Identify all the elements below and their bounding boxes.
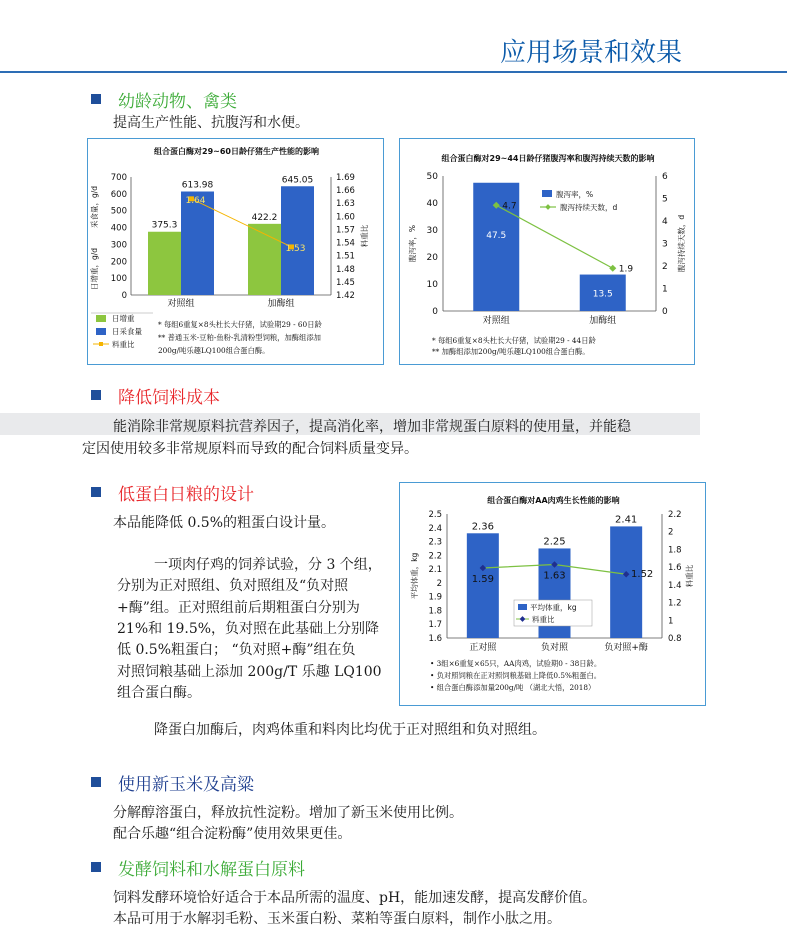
y-tick-label-left: 1.7 <box>428 620 442 631</box>
x-tick-label: 正对照 <box>469 643 497 653</box>
y-axis-label-right: 腹泻持续天数，d <box>677 214 686 273</box>
data-label: 1.9 <box>618 264 634 275</box>
y-tick-label-left: 2.1 <box>428 565 442 576</box>
paragraph-line: 一项肉仔鸡的饲养试验，分 3 个组， <box>154 557 382 573</box>
chart-piglet-diarrhea <box>400 139 696 366</box>
y-tick-label-left: 1.6 <box>428 634 442 644</box>
y-tick-label-right: 1.6 <box>668 563 682 574</box>
y-tick-label-left: 1.8 <box>428 606 442 617</box>
y-tick-label-left: 2.4 <box>428 523 442 534</box>
data-label: 613.98 <box>181 180 214 191</box>
section-heading-fermented-feed: 发酵饲料和水解蛋白原料 <box>118 860 305 880</box>
x-tick-label: 加酶组 <box>267 299 295 309</box>
chart-title: 组合蛋白酶对29~60日龄仔猪生产性能的影响 <box>154 147 319 156</box>
section-bullet-icon <box>91 777 101 787</box>
chart-note: ** 加酶组添加200g/吨乐趣LQ100组合蛋白酶。 <box>432 347 590 356</box>
data-label: 1.63 <box>543 570 566 582</box>
paragraph-line: 21%和 19.5%，负对照在此基础上分别降 <box>117 621 380 637</box>
data-label: 422.2 <box>251 212 278 223</box>
y-tick-label-right: 1 <box>662 284 668 295</box>
y-tick-label-left: 10 <box>426 280 438 290</box>
legend-swatch <box>542 190 552 197</box>
y-tick-label-right: 6 <box>662 172 668 182</box>
section-text: 本品可用于水解羽毛粉、玉米蛋白粉、菜粕等蛋白原料，制作小肽之用。 <box>113 911 561 927</box>
legend-swatch <box>545 204 551 210</box>
chart-piglet-performance <box>88 139 385 366</box>
data-label: 645.05 <box>281 175 314 186</box>
data-label: 375.3 <box>151 220 178 231</box>
y-axis-label-right: 料重比 <box>360 224 369 248</box>
chart-broiler-growth <box>400 483 707 707</box>
y-tick-label-right: 1.2 <box>668 598 682 609</box>
chart-note: • 3组×6重复×65只，AA肉鸡，试验期0 - 38日龄。 <box>430 659 602 668</box>
data-label: 1.52 <box>631 569 654 581</box>
y-tick-label-right: 1.54 <box>336 238 355 249</box>
y-tick-label-left: 40 <box>426 199 438 209</box>
legend-swatch <box>99 342 103 346</box>
chart-box-piglet-performance <box>87 138 384 365</box>
y-tick-label-right: 1 <box>668 616 674 627</box>
bar-avg-weight <box>610 526 642 638</box>
data-label: 2.25 <box>543 536 566 548</box>
section-heading-low-protein: 低蛋白日粮的设计 <box>118 485 254 505</box>
section-conclusion: 降蛋白加酶后，肉鸡体重和料肉比均优于正对照组和负对照组。 <box>154 722 546 738</box>
bar-daily-gain <box>248 224 281 295</box>
legend-label: 腹泻持续天数，d <box>560 203 618 212</box>
data-label: 2.36 <box>471 521 494 533</box>
chart-title: 组合蛋白酶对AA肉鸡生长性能的影响 <box>487 496 620 505</box>
y-axis-label-left: 腹泻率，% <box>408 224 417 263</box>
paragraph-line: 组合蛋白酶。 <box>117 685 201 701</box>
y-tick-label-left: 2.5 <box>428 510 442 520</box>
paragraph-line: 对照饲粮基础上添加 200g/T 乐趣 LQ100 <box>117 664 382 680</box>
y-tick-label-right: 1.57 <box>336 225 355 236</box>
y-tick-label-left: 30 <box>426 226 438 236</box>
section-bullet-icon <box>91 487 101 497</box>
y-tick-label-right: 1.8 <box>668 545 682 556</box>
section-text: 定因使用较多非常规原料而导致的配合饲料质量变异。 <box>82 441 418 457</box>
data-label: 13.5 <box>592 289 613 300</box>
data-label: 1.59 <box>471 574 494 586</box>
x-tick-label: 加酶组 <box>589 316 617 326</box>
y-tick-label-left: 50 <box>426 172 438 182</box>
legend-label: 料重比 <box>532 615 555 624</box>
y-tick-label-right: 4 <box>662 217 668 227</box>
section-heading-young-animals: 幼龄动物、禽类 <box>118 92 237 112</box>
x-tick-label: 负对照+酶 <box>604 643 648 653</box>
legend-label: 日增重 <box>112 314 135 323</box>
section-text: 能消除非常规原料抗营养因子，提高消化率，增加非常规蛋白原料的使用量，并能稳 <box>113 419 631 435</box>
y-tick-label-left: 0 <box>121 291 127 301</box>
chart-note: • 组合蛋白酶添加量200g/吨 （湖北大悟，2018） <box>430 683 596 692</box>
paragraph-line: +酶”组。正对照组前后期粗蛋白分别为 <box>117 600 360 616</box>
y-tick-label-left: 300 <box>110 240 127 251</box>
y-tick-label-right: 1.45 <box>336 277 355 288</box>
y-tick-label-right: 0 <box>662 307 668 317</box>
legend-label: 腹泻率，% <box>556 190 594 199</box>
section-text: 本品能降低 0.5%的粗蛋白设计量。 <box>113 515 336 531</box>
y-tick-label-right: 3 <box>662 239 668 250</box>
legend-swatch <box>96 315 106 322</box>
data-label: 1.64 <box>185 195 206 206</box>
x-tick-label: 对照组 <box>482 316 510 326</box>
y-tick-label-right: 1.69 <box>336 173 355 183</box>
y-axis-label-left: 平均体重，kg <box>410 552 419 600</box>
y-tick-label-right: 1.4 <box>668 580 682 591</box>
y-tick-label-left: 100 <box>110 274 127 285</box>
legend-label: 日采食量 <box>112 327 142 336</box>
y-tick-label-left: 2 <box>436 578 442 589</box>
section-bullet-icon <box>91 862 101 872</box>
chart-box-piglet-diarrhea <box>399 138 695 365</box>
bar-daily-gain <box>148 232 181 295</box>
title-divider <box>0 71 787 73</box>
legend-label: 平均体重，kg <box>530 603 577 612</box>
y-axis-label-right: 料重比 <box>685 564 694 588</box>
y-tick-label-left: 600 <box>110 189 127 200</box>
chart-note: * 每组6重复×8头杜长大仔猪，试验期29 - 44日龄 <box>432 336 596 345</box>
y-tick-label-left: 1.9 <box>428 592 442 603</box>
section-text: 配合乐趣“组合淀粉酶”使用效果更佳。 <box>113 826 352 842</box>
y-tick-label-left: 2.2 <box>428 551 442 562</box>
chart-note: ** 普通玉米-豆粕-鱼粉-乳清粉型饲粮，加酶组添加 <box>158 333 321 342</box>
y-tick-label-right: 1.42 <box>336 291 355 301</box>
chart-title: 组合蛋白酶对29~44日龄仔猪腹泻率和腹泻持续天数的影响 <box>441 154 655 163</box>
point-diarrhea-days <box>609 265 616 272</box>
chart-note: • 负对照饲粮在正对照饲粮基础上降低0.5%粗蛋白。 <box>430 671 602 680</box>
y-tick-label-right: 0.8 <box>668 634 682 644</box>
legend-swatch <box>518 604 527 610</box>
y-tick-label-right: 1.51 <box>336 251 355 262</box>
y-tick-label-left: 700 <box>110 173 127 183</box>
y-tick-label-left: 200 <box>110 257 127 268</box>
chart-note: 200g/吨乐趣LQ100组合蛋白酶。 <box>158 346 270 355</box>
y-tick-label-right: 2 <box>668 527 674 538</box>
y-tick-label-right: 1.63 <box>336 199 355 210</box>
y-tick-label-left: 0 <box>432 307 438 317</box>
y-axis-label-left-top: 采食量，g/d <box>90 185 99 229</box>
section-text: 分解醇溶蛋白，释放抗性淀粉。增加了新玉米使用比例。 <box>113 805 463 821</box>
page-title: 应用场景和效果 <box>500 38 683 68</box>
legend-swatch <box>96 328 106 335</box>
x-tick-label: 对照组 <box>167 299 195 309</box>
y-tick-label-right: 5 <box>662 194 668 205</box>
section-heading-new-corn: 使用新玉米及高粱 <box>118 775 254 795</box>
section-text: 饲料发酵环境恰好适合于本品所需的温度、pH，能加速发酵，提高发酵价值。 <box>113 890 597 906</box>
chart-box-broiler-growth <box>399 482 706 706</box>
legend-label: 料重比 <box>112 340 135 349</box>
y-tick-label-left: 500 <box>110 206 127 217</box>
y-tick-label-right: 2.2 <box>668 510 682 520</box>
y-tick-label-left: 20 <box>426 253 438 263</box>
y-tick-label-left: 2.3 <box>428 537 442 548</box>
section-bullet-icon <box>91 390 101 400</box>
data-label: 4.7 <box>502 201 517 212</box>
y-tick-label-left: 400 <box>110 223 127 234</box>
bar-avg-weight <box>467 533 499 638</box>
y-tick-label-right: 1.48 <box>336 264 355 275</box>
paragraph-line: 低 0.5%粗蛋白； “负对照+酶”组在负 <box>117 642 356 658</box>
x-tick-label: 负对照 <box>540 643 569 653</box>
data-label: 1.53 <box>285 243 306 254</box>
data-label: 2.41 <box>615 514 638 526</box>
paragraph-line: 分别为正对照组、负对照组及“负对照 <box>117 578 349 594</box>
section-bullet-icon <box>91 94 101 104</box>
data-label: 47.5 <box>486 230 507 241</box>
bar-daily-intake <box>281 186 314 295</box>
y-axis-label-left-bottom: 日增重，g/d <box>90 247 99 291</box>
chart-note: * 每组6重复×8头杜长大仔猪，试验期29 - 60日龄 <box>158 320 322 329</box>
y-tick-label-right: 1.66 <box>336 186 355 197</box>
y-tick-label-right: 1.60 <box>336 212 355 223</box>
section-heading-feed-cost: 降低饲料成本 <box>118 388 220 408</box>
y-tick-label-right: 2 <box>662 262 668 272</box>
section-text: 提高生产性能、抗腹泻和水便。 <box>113 115 309 131</box>
